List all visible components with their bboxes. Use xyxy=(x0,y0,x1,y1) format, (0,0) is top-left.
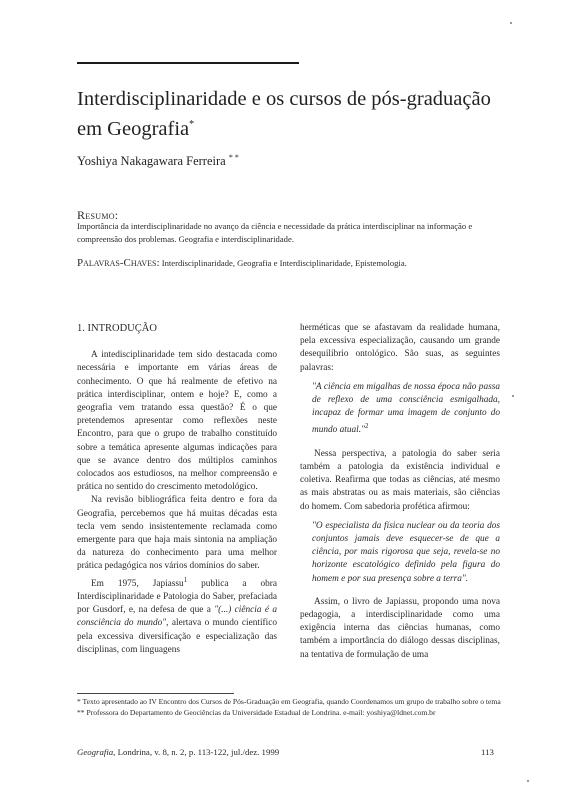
text-run: , alertava o mundo científico pela excessiva diversificação e especialização das disciplinas, com linguagens xyxy=(77,618,277,655)
abstract-text: Importância da interdisciplinaridade no avanço da ciência e necessidade da prática interdisciplinar na informação e compreensão dos problemas. Geografia e interdisciplinaridade. xyxy=(77,221,473,244)
author-text: Yoshiya Nakagawara Ferreira xyxy=(77,154,226,169)
text-run: Em 1975, Japiassu xyxy=(91,578,184,589)
keywords xyxy=(77,257,517,269)
scan-speck xyxy=(512,395,514,397)
paragraph: Na revisão bibliográfica feita dentro e fora da Geografia, percebemos que há muitas décadas esta tecla vem sendo insistentemente reclamada como emergente para que haja mais sintonia na ampliação da natureza do conhecimento para uma melhor prática pedagógica nos vários domínios do saber. xyxy=(77,495,277,572)
quote-text: "A ciência em migalhas de nossa época não passa de reflexo de uma consciência esmigalhada, incapaz de formar uma imagem de conjunto do mundo atual." xyxy=(312,381,500,436)
running-footer xyxy=(77,747,279,757)
article-title xyxy=(77,86,517,142)
footnote: ** Professora do Departamento de Geociências da Universidade Estadual de Londrina. e-mail: yoshiya@ldnet.com.br xyxy=(77,707,436,717)
journal-citation: , Londrina, v. 8, n. 2, p. 113-122, jul./dez. 1999 xyxy=(113,747,280,757)
paragraph: herméticas que se afastavam da realidade humana, pela excessiva especialização, causando um grande desequilíbrio ontológico. São suas, as seguintes palavras: xyxy=(300,323,500,373)
footnote: * Texto apresentado ao IV Encontro dos Cursos de Pós-Graduação em Geografia, quando Coordenamos um grupo de trabalho sobre o tema xyxy=(77,697,501,706)
abstract-heading: Resumo: xyxy=(77,208,119,222)
scan-speck xyxy=(527,780,529,782)
column-left xyxy=(77,322,277,657)
author-footnote-mark: * * xyxy=(228,153,239,162)
footnote-ref: 1 xyxy=(183,575,188,584)
journal-name: Geografia xyxy=(77,747,114,757)
paragraph: Assim, o livro de Japiassu, propondo uma nova pedagogia, a interdisciplinaridade como uma exigência interna das ciências humanas, como também a importância do diálogo dessas disciplinas, na tentativa de formulação de uma xyxy=(300,596,500,660)
block-quote xyxy=(312,381,500,438)
paragraph: A intedisciplinaridade tem sido destacada como necessária e importante em várias áreas de conhecimento. O que há realmente de efetivo na prática interdisciplinar, ontem e hoje? E, como a geografia vem tratando essa questão? É o que pretendemos apresentar como reflexões neste Encontro, para que o grupo de trabalho constituído sobre a temática apresente algumas indicações para que se avance dentro dos múltiplos caminhos colocados aos estudiosos, na melhor compreensão e prática no sentido do crescimento metodológico. xyxy=(77,350,277,493)
footnote-ref: 2 xyxy=(364,422,369,431)
title-footnote-mark: * xyxy=(189,119,195,130)
keywords-text: Interdisciplinaridade, Geografia e Interdisciplinaridade, Epistemologia. xyxy=(161,258,407,268)
column-right xyxy=(300,322,500,662)
inline-quote: "(...) ciência é a consciência do mundo" xyxy=(77,605,277,629)
paragraph: Nessa perspectiva, a patologia do saber seria também a patologia da existência individual e coletiva. Reafirma que todas as ciências, até mesmo as mais abstratas ou as mais materiais, são ciências do homem. Com sabedoria profética afirmou: xyxy=(300,448,500,512)
author-name xyxy=(77,153,239,169)
footnotes xyxy=(77,697,507,718)
paragraph xyxy=(77,574,277,657)
section-heading: 1. INTRODUÇÃO xyxy=(77,323,157,334)
keywords-label: Palavras-Chaves: xyxy=(77,257,160,269)
footnote-rule xyxy=(77,693,234,694)
text-run: publica a obra Interdisciplinaridade e Patologia do Saber, prefaciada por Gusdorf, e, na defesa de que a xyxy=(77,578,277,616)
title-text: Interdisciplinaridade e os cursos de pós-graduação em Geografia xyxy=(77,88,491,140)
scan-speck xyxy=(510,22,512,24)
page-number: 113 xyxy=(481,747,494,757)
block-quote: "O especialista da física nuclear ou da teoria dos conjuntos jamais deve esquecer-se de que a ciência, por mais rigorosa que seja, revela-se no horizonte escatológico definido pela figura do homem e por sua presença sobre a terra". xyxy=(312,520,500,584)
title-rule xyxy=(77,62,299,64)
